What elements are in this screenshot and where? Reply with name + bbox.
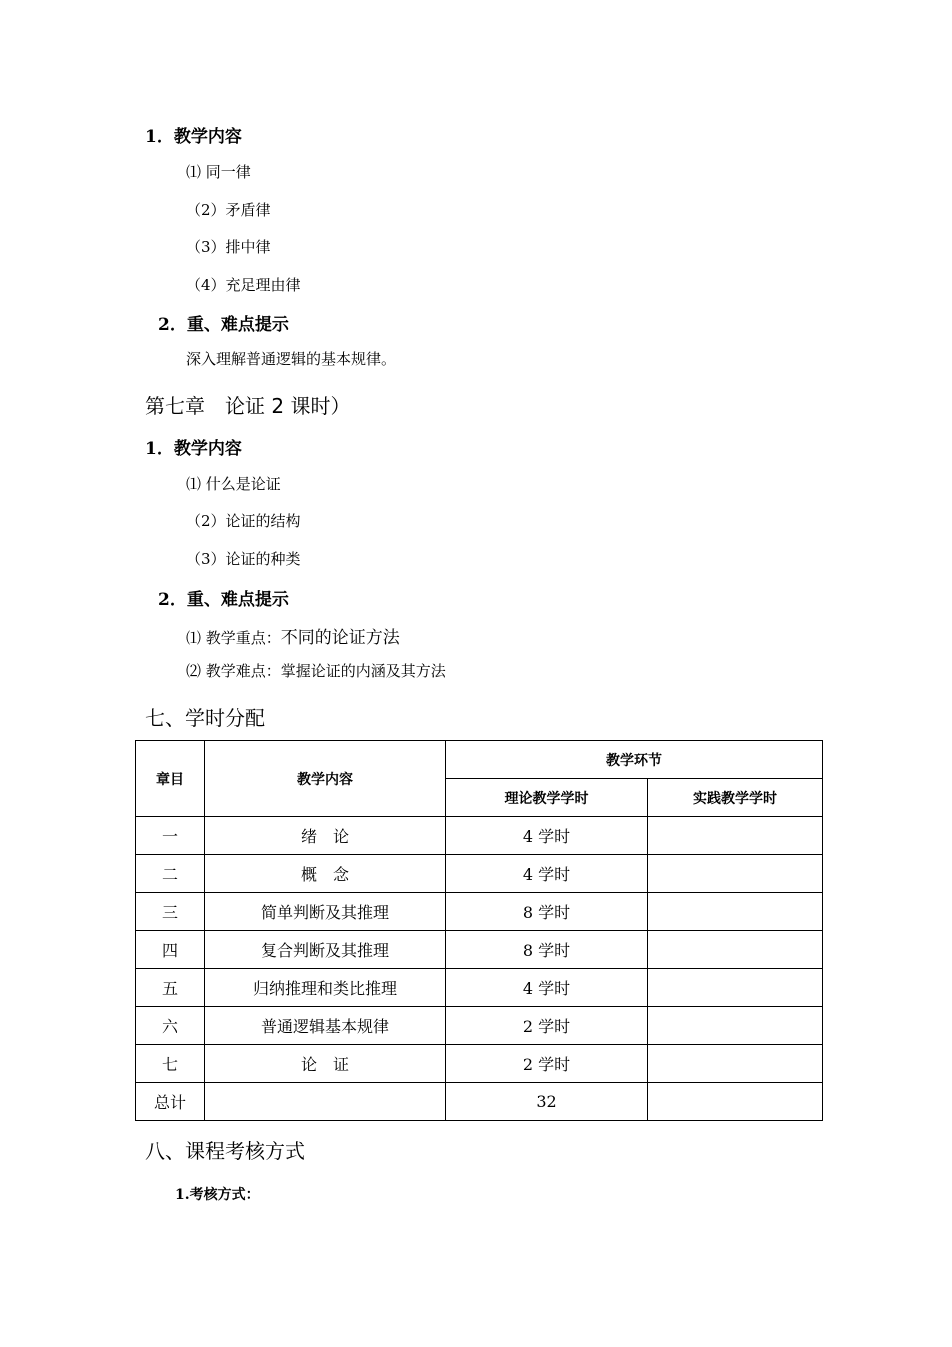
assessment-subheading: 1.考核方式： [175, 1187, 260, 1203]
cell-practice [648, 1083, 823, 1121]
cell-theory: 4 学时 [446, 817, 648, 855]
header-theory-hours: 理论教学学时 [446, 779, 648, 817]
cell-practice [648, 855, 823, 893]
table-row [136, 969, 823, 1007]
cell-practice [648, 893, 823, 931]
cell-practice [648, 1007, 823, 1045]
list-item: （3）排中律 [186, 238, 271, 256]
cell-chapter: 二 [136, 855, 205, 893]
key-point-label: ⑴ 教学重点： [186, 629, 281, 647]
table-row [136, 817, 823, 855]
cell-chapter: 七 [136, 1045, 205, 1083]
header-teaching-stage: 教学环节 [446, 741, 823, 779]
cell-practice [648, 931, 823, 969]
cell-content: 论 证 [205, 1045, 446, 1083]
table-row [136, 1045, 823, 1083]
cell-content: 概 念 [205, 855, 446, 893]
key-point-text: 不同的论证方法 [280, 628, 400, 648]
cell-theory: 8 学时 [446, 931, 648, 969]
cell-chapter: 五 [136, 969, 205, 1007]
cell-practice [648, 1045, 823, 1083]
cell-total-label: 总计 [136, 1083, 205, 1121]
content-heading: 1．教学内容 [145, 439, 242, 459]
table-row [136, 893, 823, 931]
cell-theory: 4 学时 [446, 969, 648, 1007]
table-row [136, 931, 823, 969]
cell-chapter: 六 [136, 1007, 205, 1045]
cell-theory: 8 学时 [446, 893, 648, 931]
cell-chapter: 三 [136, 893, 205, 931]
cell-theory: 2 学时 [446, 1007, 648, 1045]
table-row [136, 855, 823, 893]
list-item: （2）矛盾律 [186, 201, 271, 219]
table-row [136, 1007, 823, 1045]
cell-chapter: 一 [136, 817, 205, 855]
cell-total-theory: 32 [446, 1083, 648, 1121]
list-item: ⑴ 同一律 [186, 163, 251, 181]
header-practice-hours: 实践教学学时 [648, 779, 823, 817]
chapter-title: 第七章 论证 2 课时） [145, 394, 351, 418]
cell-content: 简单判断及其推理 [205, 893, 446, 931]
list-item: ⑴ 什么是论证 [186, 475, 281, 493]
key-point-label: ⑵ 教学难点：掌握论证的内涵及其方法 [186, 662, 446, 680]
cell-chapter: 四 [136, 931, 205, 969]
key-points-heading: 2．重、难点提示 [158, 590, 289, 610]
cell-practice [648, 969, 823, 1007]
list-item: （3）论证的种类 [186, 550, 301, 568]
content-heading: 1．教学内容 [145, 127, 242, 147]
table-total-row [136, 1083, 823, 1121]
header-chapter: 章目 [136, 741, 205, 817]
hours-table [135, 740, 823, 1121]
cell-content [205, 1083, 446, 1121]
section-title: 八、课程考核方式 [145, 1139, 305, 1163]
key-point-item [186, 660, 446, 681]
cell-content: 复合判断及其推理 [205, 931, 446, 969]
list-item: （4）充足理由律 [186, 276, 301, 294]
cell-content: 绪 论 [205, 817, 446, 855]
key-point-item [186, 623, 400, 648]
header-content: 教学内容 [205, 741, 446, 817]
section-title: 七、学时分配 [145, 706, 265, 730]
list-item: （2）论证的结构 [186, 512, 301, 530]
key-points-text: 深入理解普通逻辑的基本规律。 [186, 350, 397, 368]
cell-theory: 4 学时 [446, 855, 648, 893]
cell-content: 普通逻辑基本规律 [205, 1007, 446, 1045]
cell-theory: 2 学时 [446, 1045, 648, 1083]
key-points-heading: 2．重、难点提示 [158, 315, 289, 335]
cell-practice [648, 817, 823, 855]
cell-content: 归纳推理和类比推理 [205, 969, 446, 1007]
